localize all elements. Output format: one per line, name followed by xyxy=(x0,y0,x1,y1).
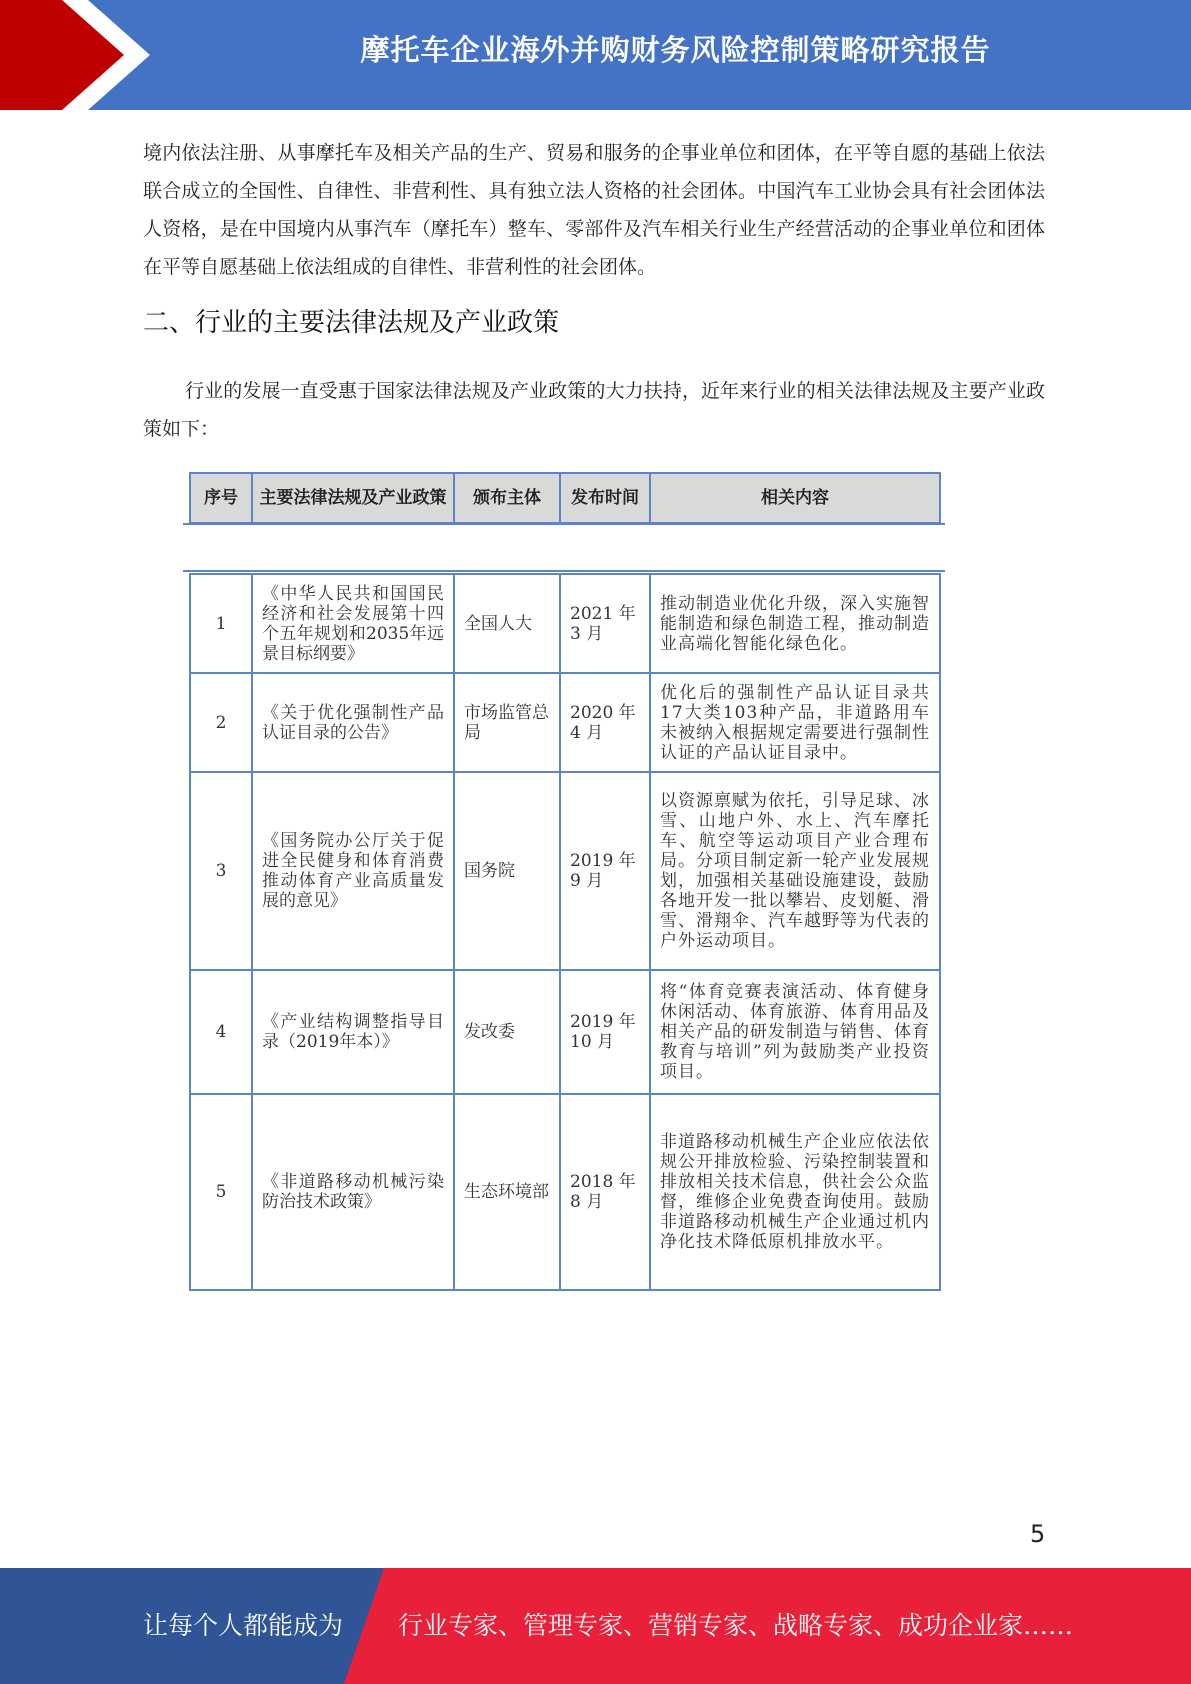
row-date: 2020 年 4 月 xyxy=(560,673,650,772)
row-issuer: 市场监管总局 xyxy=(454,673,560,772)
table-row xyxy=(190,772,940,970)
divider xyxy=(183,523,945,525)
section-heading: 二、行业的主要法律法规及产业政策 xyxy=(143,308,560,338)
row-date: 2019 年 10 月 xyxy=(560,970,650,1094)
divider xyxy=(183,570,945,572)
table-row xyxy=(190,574,940,673)
header-no: 序号 xyxy=(190,473,252,523)
policy-table xyxy=(189,573,941,1291)
footer-slogan-right: 行业专家、管理专家、营销专家、战略专家、成功企业家…… xyxy=(398,1611,1074,1640)
row-no: 3 xyxy=(190,772,252,970)
chevron-arrow-icon xyxy=(0,0,160,110)
header-content: 相关内容 xyxy=(650,473,940,523)
table-row xyxy=(190,970,940,1094)
row-content: 以资源禀赋为依托，引导足球、冰雪、山地户外、水上、汽车摩托车、航空等运动项目产业合理布局。分项目制定新一轮产业发展规划，加强相关基础设施建设，鼓励各地开发一批以攀岩、皮划艇、滑雪、滑翔伞、汽车越野等为代表的户外运动项目。 xyxy=(650,772,940,970)
row-date: 2021 年 3 月 xyxy=(560,574,650,673)
row-issuer: 全国人大 xyxy=(454,574,560,673)
row-issuer: 发改委 xyxy=(454,970,560,1094)
row-law: 《非道路移动机械污染防治技术政策》 xyxy=(252,1094,454,1290)
row-date: 2019 年 9 月 xyxy=(560,772,650,970)
header-date: 发布时间 xyxy=(560,473,650,523)
row-date: 2018 年 8 月 xyxy=(560,1094,650,1290)
page-number: 5 xyxy=(1030,1520,1046,1548)
row-content: 将“体育竞赛表演活动、体育健身休闲活动、体育旅游、体育用品及相关产品的研发制造与销售、体育教育与培训”列为鼓励类产业投资项目。 xyxy=(650,970,940,1094)
page-footer xyxy=(0,1568,1191,1684)
row-issuer: 生态环境部 xyxy=(454,1094,560,1290)
row-no: 4 xyxy=(190,970,252,1094)
row-no: 1 xyxy=(190,574,252,673)
row-law: 《国务院办公厅关于促进全民健身和体育消费推动体育产业高质量发展的意见》 xyxy=(252,772,454,970)
intro-paragraph: 境内依法注册、从事摩托车及相关产品的生产、贸易和服务的企事业单位和团体，在平等自愿的基础上依法联合成立的全国性、自律性、非营利性、具有独立法人资格的社会团体。中国汽车工业协会具有社会团体法人资格，是在中国境内从事汽车（摩托车）整车、零部件及汽车相关行业生产经营活动的企事业单位和团体在平等自愿基础上依法组成的自律性、非营利性的社会团体。 xyxy=(143,142,1045,278)
row-content: 推动制造业优化升级，深入实施智能制造和绿色制造工程，推动制造业高端化智能化绿色化。 xyxy=(650,574,940,673)
row-law: 《产业结构调整指导目录（2019年本）》 xyxy=(252,970,454,1094)
row-issuer: 国务院 xyxy=(454,772,560,970)
report-title: 摩托车企业海外并购财务风险控制策略研究报告 xyxy=(360,33,991,67)
footer-slogan-left: 让每个人都能成为 xyxy=(143,1611,344,1640)
row-no: 2 xyxy=(190,673,252,772)
row-content: 优化后的强制性产品认证目录共17大类103种产品，非道路用车未被纳入根据规定需要进行强制性认证的产品认证目录中。 xyxy=(650,673,940,772)
header-law: 主要法律法规及产业政策 xyxy=(252,473,454,523)
row-law: 《中华人民共和国国民经济和社会发展第十四个五年规划和2035年远景目标纲要》 xyxy=(252,574,454,673)
section-paragraph: 行业的发展一直受惠于国家法律法规及产业政策的大力扶持，近年来行业的相关法律法规及主要产业政策如下： xyxy=(143,380,1045,440)
page-header xyxy=(0,0,1191,110)
row-content: 非道路移动机械生产企业应依法依规公开排放检验、污染控制装置和排放相关技术信息，供社会公众监督，维修企业免费查询使用。鼓励非道路移动机械生产企业通过机内净化技术降低原机排放水平。 xyxy=(650,1094,940,1290)
table-row xyxy=(190,673,940,772)
row-law: 《关于优化强制性产品认证目录的公告》 xyxy=(252,673,454,772)
header-issuer: 颁布主体 xyxy=(454,473,560,523)
table-row xyxy=(190,1094,940,1290)
row-no: 5 xyxy=(190,1094,252,1290)
policy-table-header xyxy=(189,472,941,524)
